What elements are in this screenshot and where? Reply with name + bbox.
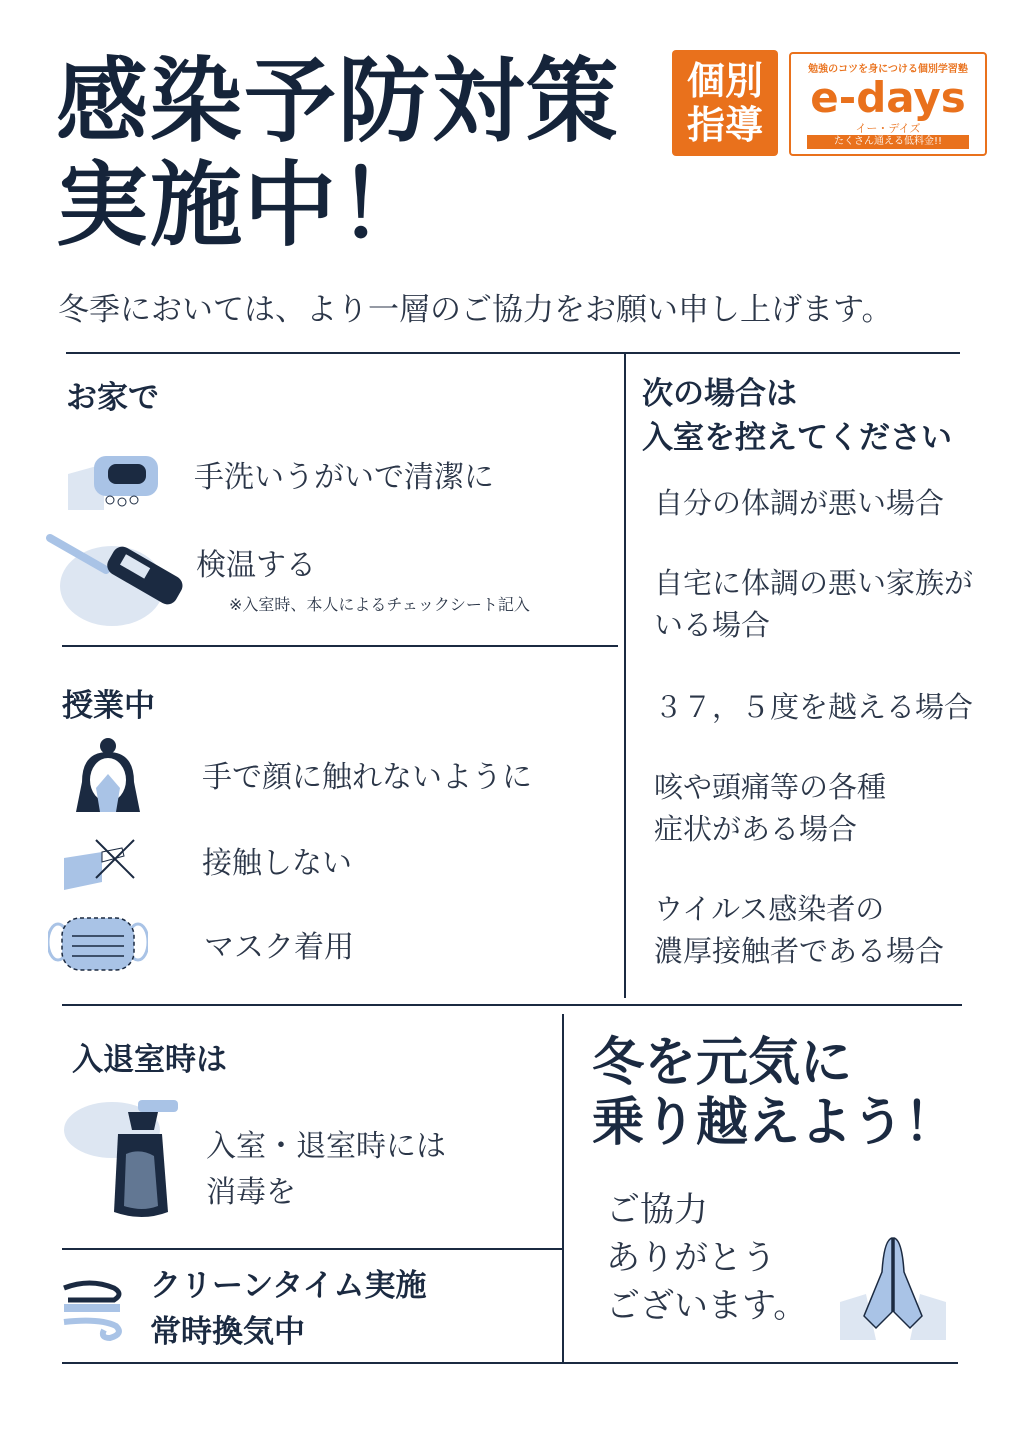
condition-4-line1: 咳や頭痛等の各種 — [654, 770, 887, 804]
contact-text: 接触しない — [202, 846, 352, 881]
condition-3: ３７，５度を越える場合 — [654, 690, 974, 724]
title-line2: 実施中！ — [56, 152, 433, 259]
divider-middle — [62, 1004, 962, 1006]
avoid-heading-line1: 次の場合は — [642, 376, 797, 412]
temp-text: 検温する — [196, 548, 316, 583]
entry-heading: 入退室時は — [72, 1042, 227, 1078]
condition-5-line2: 濃厚接触者である場合 — [654, 934, 945, 968]
logo-footer: たくさん通える低料金!! — [807, 135, 969, 149]
thanks-line3: ございます。 — [606, 1286, 808, 1326]
closing-message — [592, 1033, 956, 1153]
ventilation-wind-icon — [60, 1274, 130, 1342]
mask-text: マスク着用 — [204, 930, 354, 965]
temp-note: ※入室時、本人によるチェックシート記入 — [229, 595, 530, 614]
divider-home-class — [62, 645, 618, 647]
entry-text-line2: 消毒を — [206, 1175, 296, 1210]
clean-time-line1: クリーンタイム実施 — [150, 1268, 427, 1304]
avoid-heading — [642, 372, 952, 460]
condition-1: 自分の体調が悪い場合 — [654, 486, 945, 520]
thanks-line1: ご協力 — [606, 1190, 708, 1230]
title-line1: 感染予防対策 — [56, 48, 621, 155]
logo-brand: e-days — [810, 73, 966, 122]
divider-bottom — [62, 1362, 958, 1364]
divider-vertical-lower — [562, 1014, 564, 1362]
handwash-text: 手洗いうがいで清潔に — [194, 460, 494, 495]
face-text: 手で顔に触れないように — [202, 760, 532, 795]
divider-vertical-upper — [624, 354, 626, 998]
condition-2-line2: いる場合 — [654, 608, 771, 642]
condition-5 — [654, 888, 944, 972]
no-contact-icon — [62, 832, 142, 896]
e-days-logo — [789, 52, 987, 156]
condition-5-line1: ウイルス感染者の — [654, 892, 885, 926]
closing-line2: 乗り越えよう！ — [592, 1093, 957, 1153]
closing-line1: 冬を元気に — [592, 1033, 853, 1093]
mask-icon — [48, 912, 148, 974]
spray-bottle-icon — [62, 1094, 186, 1224]
logo-kana: イー・デイズ — [855, 122, 921, 135]
thanks-line2: ありがとう — [606, 1238, 776, 1278]
page-title — [56, 50, 620, 258]
praying-hands-icon — [836, 1232, 950, 1342]
logo-kobetsu-line2: 指導 — [686, 103, 763, 147]
logo-kobetsu-line1: 個別 — [686, 59, 763, 103]
entry-text-line1: 入室・退室時には — [206, 1129, 446, 1164]
condition-2 — [654, 562, 973, 646]
divider-entry-clean — [62, 1248, 564, 1250]
face-touch-icon — [70, 738, 146, 814]
kobetsu-shido-logo — [672, 50, 778, 156]
clean-time — [150, 1263, 427, 1355]
thermometer-icon — [46, 530, 188, 628]
clean-time-line2: 常時換気中 — [150, 1314, 305, 1350]
class-heading: 授業中 — [62, 688, 155, 724]
condition-4-line2: 症状がある場合 — [654, 812, 858, 846]
entry-text — [206, 1124, 446, 1216]
condition-2-line1: 自宅に体調の悪い家族が — [654, 566, 974, 600]
avoid-heading-line2: 入室を控えてください — [642, 420, 952, 456]
home-heading: お家で — [66, 380, 159, 416]
subtitle: 冬季においては、より一層のご協力をお願い申し上げます。 — [58, 292, 893, 328]
logo-tagline: 勉強のコツを身につける個別学習塾 — [808, 64, 968, 75]
thanks-message — [606, 1186, 807, 1330]
condition-4 — [654, 766, 886, 850]
handwash-icon — [64, 444, 164, 514]
divider-top — [66, 352, 960, 354]
